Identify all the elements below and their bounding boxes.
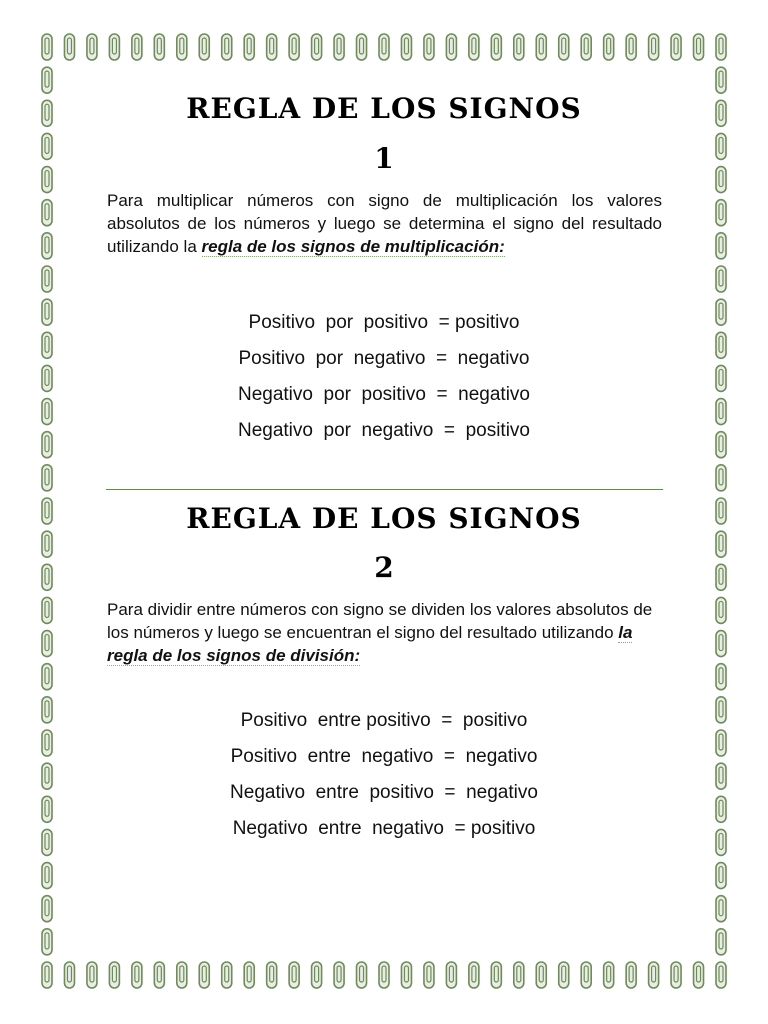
section1-rule-3: Negativo por positivo = negativo: [237, 384, 531, 405]
section2-rule-3: Negativo entre positivo = negativo: [230, 782, 538, 803]
section1-number: 1: [374, 142, 394, 175]
section1-title: REGLA DE LOS SIGNOS: [186, 92, 582, 125]
section2-intro: [107, 598, 662, 667]
section-divider: [106, 489, 663, 490]
section2-rule-2: Positivo entre negativo = negativo: [230, 746, 538, 767]
section1-intro-emphasis: regla de los signos de multiplicación:: [201, 237, 505, 256]
section1-intro: [107, 189, 662, 258]
section1-rule-2: Positivo por negativo = negativo: [238, 348, 530, 369]
section1-rule-1: Positivo por positivo = positivo: [248, 312, 520, 333]
section1-rule-4: Negativo por negativo = positivo: [237, 420, 531, 441]
section2-number: 2: [374, 551, 394, 584]
section2-title: REGLA DE LOS SIGNOS: [186, 502, 582, 535]
section2-intro-text: Para dividir entre números con signo se dividen los valores absolutos de los números y luego se encuentran el signo del resultado utilizando: [107, 600, 653, 642]
section2-rule-4: Negativo entre negativo = positivo: [232, 818, 536, 839]
section1-intro-text: Para multiplicar números con signo de multiplicación los valores absolutos de los números y luego se determina el signo del resultado utilizando la: [107, 191, 662, 256]
section2-intro-emphasis: la regla de los signos de división:: [107, 623, 633, 665]
section2-rule-1: Positivo entre positivo = positivo: [240, 710, 528, 731]
